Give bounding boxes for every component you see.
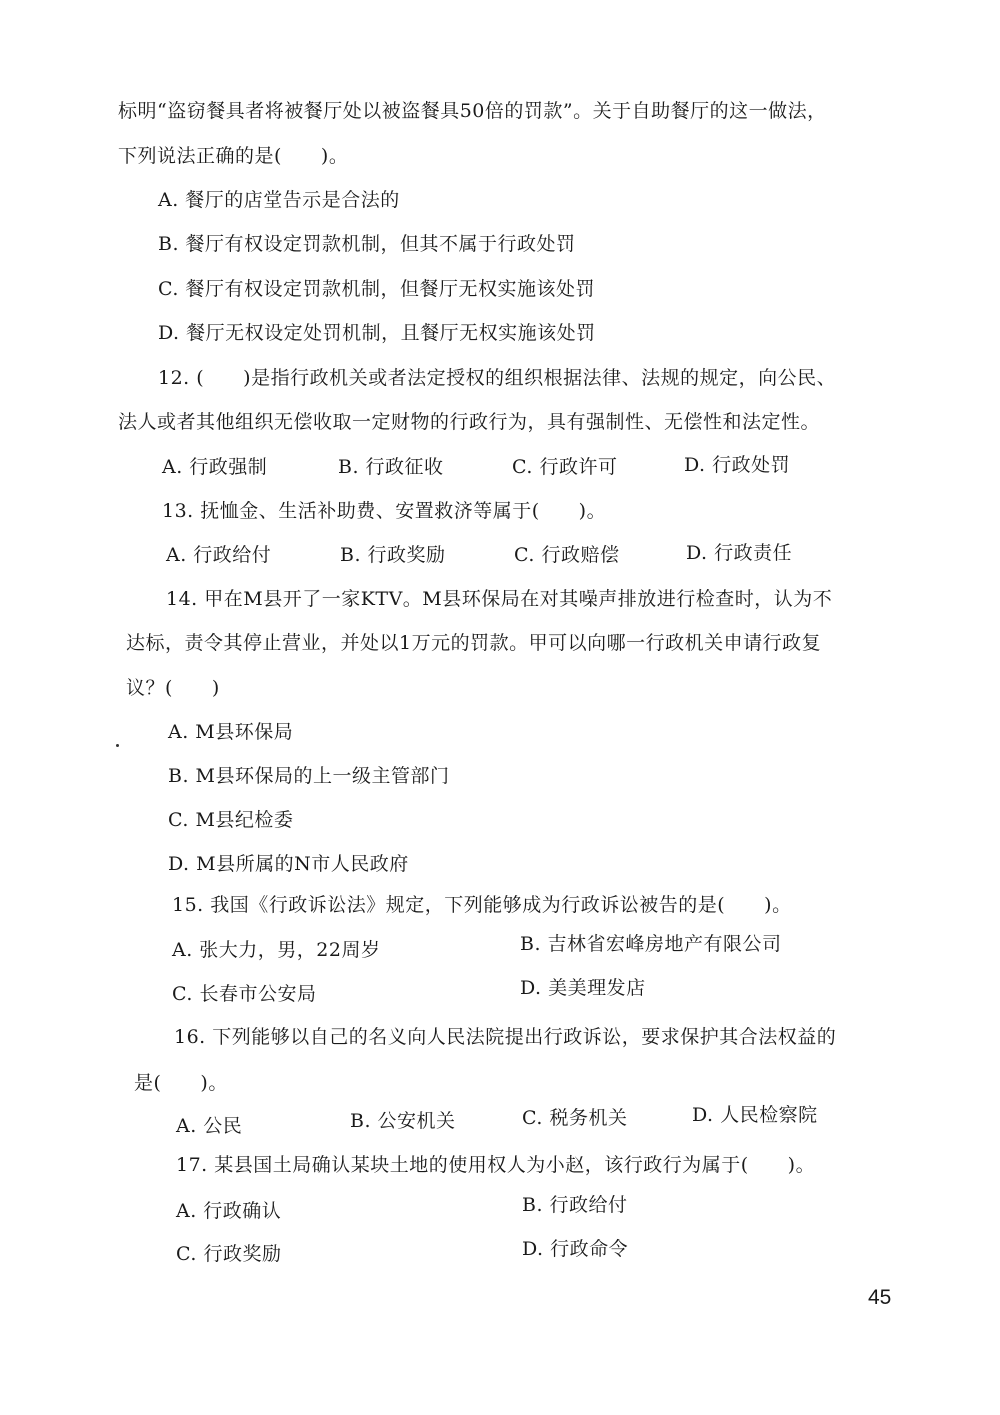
- scan-speck: [116, 744, 119, 747]
- q17-option-d: D. 行政命令: [522, 1238, 629, 1260]
- q12-option-d: D. 行政处罚: [684, 454, 791, 476]
- q11-option-a: A. 餐厅的店堂告示是合法的: [158, 189, 400, 211]
- q16-option-d: D. 人民检察院: [692, 1104, 818, 1126]
- q15-option-b: B. 吉林省宏峰房地产有限公司: [520, 933, 782, 955]
- q14-stem-line-2: 达标，责令其停止营业，并处以1万元的罚款。甲可以向哪一行政机关申请行政复: [126, 632, 822, 654]
- q17-option-a: A. 行政确认: [176, 1200, 282, 1222]
- q13-option-d: D. 行政责任: [686, 542, 793, 564]
- q12-stem-line-2: 法人或者其他组织无偿收取一定财物的行政行为，具有强制性、无偿性和法定性。: [118, 411, 821, 433]
- q16-option-a: A. 公民: [176, 1115, 243, 1137]
- q16-option-b: B. 公安机关: [350, 1110, 456, 1132]
- page-number: 45: [868, 1286, 892, 1309]
- q12-stem-line-1: 12. ( )是指行政机关或者法定授权的组织根据法律、法规的规定，向公民、: [158, 367, 837, 389]
- q15-option-a: A. 张大力，男，22周岁: [172, 939, 381, 961]
- q17-option-c: C. 行政奖励: [176, 1243, 282, 1265]
- q12-option-c: C. 行政许可: [512, 456, 618, 478]
- q14-option-d: D. M县所属的N市人民政府: [168, 853, 409, 875]
- q14-stem-line-3: 议？( ): [126, 677, 220, 699]
- q14-option-c: C. M县纪检委: [168, 809, 294, 831]
- q13-stem: 13. 抚恤金、生活补助费、安置救济等属于( )。: [162, 500, 607, 522]
- q14-stem-line-1: 14. 甲在M县开了一家KTV。M县环保局在对其噪声排放进行检查时，认为不: [166, 588, 833, 610]
- q17-option-b: B. 行政给付: [522, 1194, 628, 1216]
- q11-stem-line-2: 下列说法正确的是( )。: [118, 145, 349, 167]
- q13-option-a: A. 行政给付: [166, 544, 272, 566]
- q16-option-c: C. 税务机关: [522, 1107, 628, 1129]
- q13-option-b: B. 行政奖励: [340, 544, 446, 566]
- q11-option-b: B. 餐厅有权设定罚款机制，但其不属于行政处罚: [158, 233, 576, 255]
- q14-option-a: A. M县环保局: [168, 721, 294, 743]
- q11-stem-line-1: 标明“盗窃餐具者将被餐厅处以被盗餐具50倍的罚款”。关于自助餐厅的这一做法，: [118, 100, 827, 122]
- q12-option-b: B. 行政征收: [338, 456, 444, 478]
- q17-stem: 17. 某县国土局确认某块土地的使用权人为小赵，该行政行为属于( )。: [176, 1154, 816, 1176]
- q11-option-d: D. 餐厅无权设定处罚机制，且餐厅无权实施该处罚: [158, 322, 596, 344]
- q11-option-c: C. 餐厅有权设定罚款机制，但餐厅无权实施该处罚: [158, 278, 595, 300]
- q14-option-b: B. M县环保局的上一级主管部门: [168, 765, 450, 787]
- q16-stem-line-2: 是( )。: [134, 1072, 228, 1094]
- q15-option-d: D. 美美理发店: [520, 977, 646, 999]
- q15-stem: 15. 我国《行政诉讼法》规定，下列能够成为行政诉讼被告的是( )。: [172, 894, 792, 916]
- q16-stem-line-1: 16. 下列能够以自己的名义向人民法院提出行政诉讼，要求保护其合法权益的: [174, 1026, 837, 1048]
- q12-option-a: A. 行政强制: [162, 456, 268, 478]
- q15-option-c: C. 长春市公安局: [172, 983, 317, 1005]
- q13-option-c: C. 行政赔偿: [514, 544, 620, 566]
